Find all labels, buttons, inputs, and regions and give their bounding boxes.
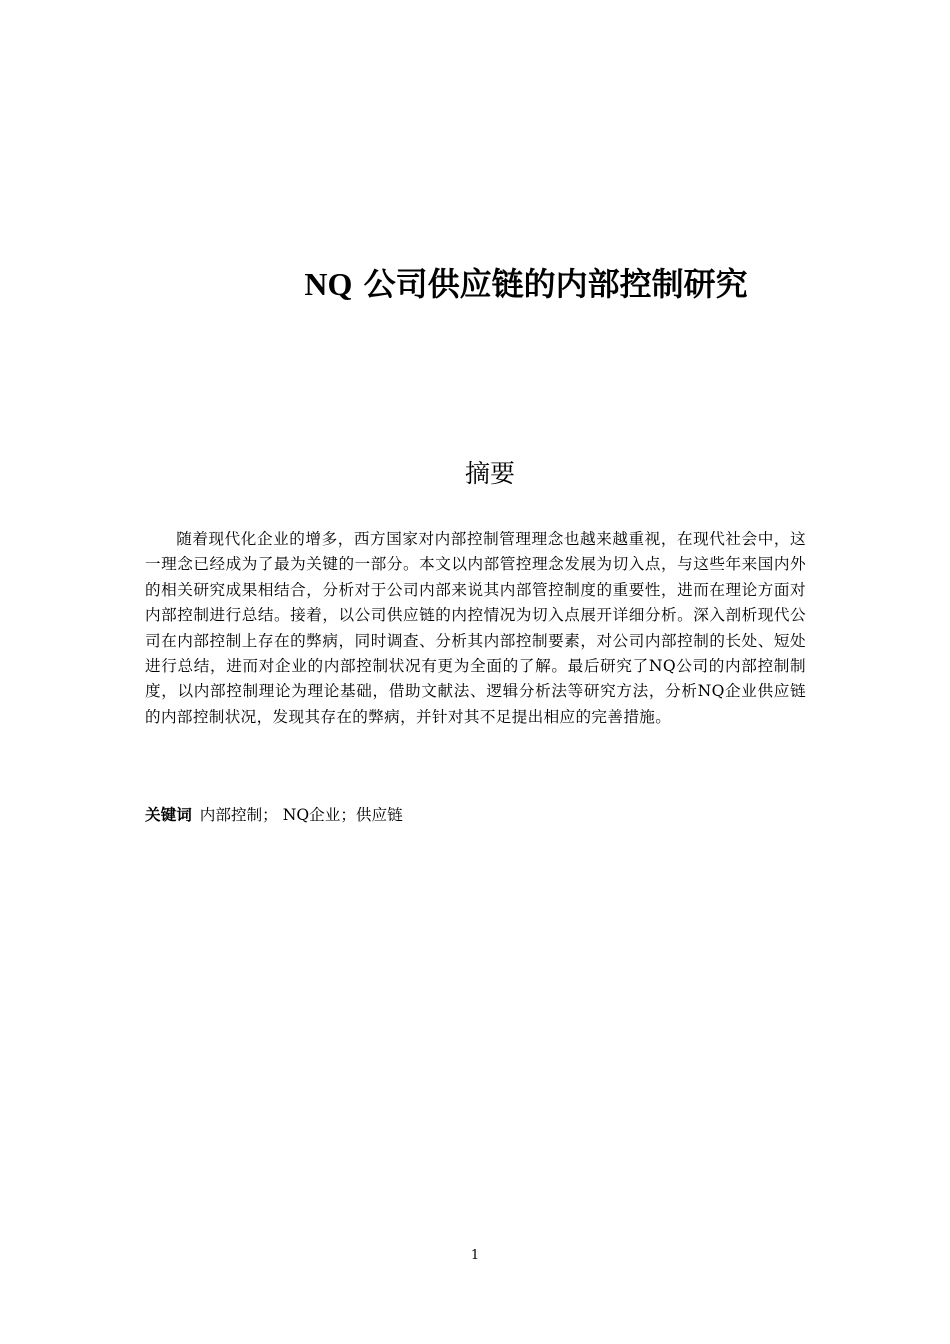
title-prefix: NQ	[304, 266, 353, 303]
title-text: 公司供应链的内部控制研究	[363, 265, 748, 304]
page-number: 1	[470, 1248, 480, 1263]
document-title	[0, 262, 950, 306]
keywords-list: 内部控制； NQ企业；供应链	[199, 806, 403, 824]
abstract-heading: 摘要	[464, 459, 515, 488]
keywords-label: 关键词	[145, 806, 192, 824]
keywords-line	[145, 803, 403, 827]
abstract-body: 随着现代化企业的增多，西方国家对内部控制管理理念也越来越重视，在现代社会中，这一理念已经成为了最为关键的一部分。本文以内部管控理念发展为切入点，与这些年来国内外的相关研究成果相结合，分析对于公司内部来说其内部管控制度的重要性，进而在理论方面对内部控制进行总结。接着，以公司供应链的内控情况为切入点展开详细分析。深入剖析现代公司在内部控制上存在的弊病，同时调查、分析其内部控制要素，对公司内部控制的长处、短处进行总结，进而对企业的内部控制状况有更为全面的了解。最后研究了NQ公司的内部控制制度，以内部控制理论为理论基础，借助文献法、逻辑分析法等研究方法，分析NQ企业供应链的内部控制状况，发现其存在的弊病，并针对其不足提出相应的完善措施。	[145, 530, 806, 726]
